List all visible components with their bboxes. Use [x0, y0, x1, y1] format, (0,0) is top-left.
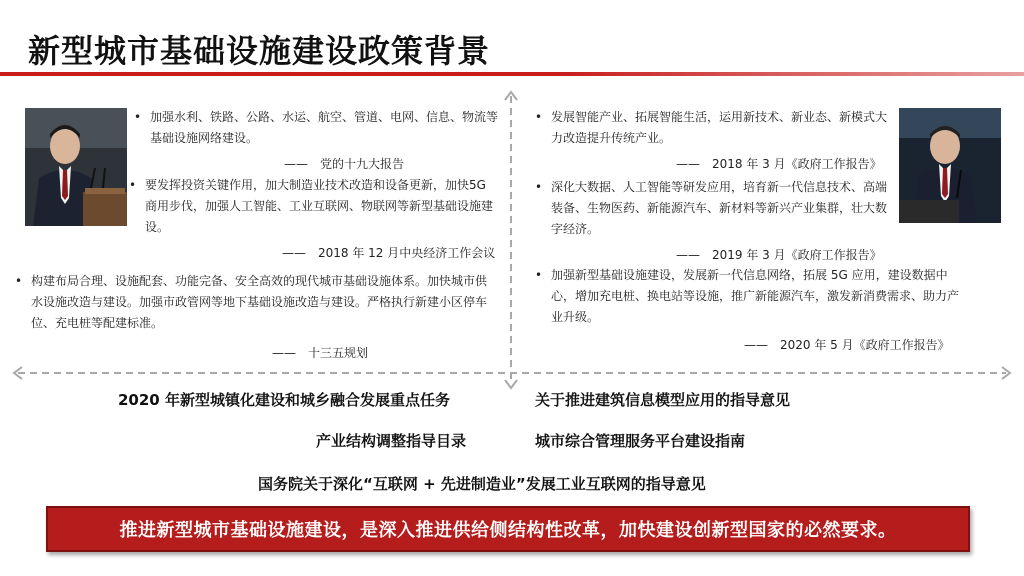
left-item-2-source: —— 2018 年 12 月中央经济工作会议 — [282, 246, 496, 260]
policy-title-2: 关于推进建筑信息模型应用的指导意见 — [535, 391, 791, 409]
left-item-2-text: 要发挥投资关键作用，加大制造业技术改造和设备更新，加快5G 商用步伐，加强人工智能、工业互联网、物联网等新型基础设施建设。 — [145, 178, 494, 234]
left-item-3 — [15, 271, 498, 334]
conclusion-text: 推进新型城市基础设施建设，是深入推进供给侧结构性改革，加快建设创新型国家的必然要求。 — [119, 520, 897, 541]
left-item-3-source: —— 十三五规划 — [272, 346, 369, 360]
speaker-photo-right — [899, 108, 1001, 223]
bullet-marker: • — [15, 274, 23, 288]
right-item-2-source: —— 2019 年 3 月《政府工作报告》 — [676, 248, 882, 262]
policy-title-3: 产业结构调整指导目录 — [316, 432, 467, 450]
vertical-dashed-divider — [504, 90, 518, 390]
bullet-marker: • — [129, 178, 137, 192]
bullet-marker: • — [535, 110, 543, 124]
policy-title-5: 国务院关于深化“互联网 + 先进制造业”发展工业互联网的指导意见 — [258, 475, 706, 493]
right-item-1-text: 发展智能产业、拓展智能生活，运用新技术、新业态、新模式大力改造提升传统产业。 — [551, 110, 888, 145]
bullet-marker: • — [535, 268, 543, 282]
left-item-1 — [134, 107, 499, 149]
policy-title-4: 城市综合管理服务平台建设指南 — [535, 432, 746, 450]
right-item-3-text: 加强新型基础设施建设，发展新一代信息网络，拓展 5G 应用，建设数据中心，增加充电桩、换电站等设施，推广新能源汽车，激发新消费需求、助力产业升级。 — [551, 268, 960, 324]
left-item-1-text: 加强水利、铁路、公路、水运、航空、管道、电网、信息、物流等基础设施网络建设。 — [150, 110, 499, 145]
right-item-2-text: 深化大数据、人工智能等研发应用，培育新一代信息技术、高端装备、生物医药、新能源汽车、新材料等新兴产业集群，壮大数字经济。 — [551, 180, 888, 236]
bullet-marker: • — [134, 110, 142, 124]
speaker-photo-left — [25, 108, 127, 226]
right-item-1 — [535, 107, 891, 149]
left-item-2 — [129, 175, 498, 238]
right-item-2 — [535, 177, 891, 240]
page-title: 新型城市基础设施建设政策背景 — [28, 32, 491, 70]
left-item-1-source: —— 党的十九大报告 — [284, 157, 405, 171]
conclusion-banner — [46, 506, 970, 552]
right-item-3-source: —— 2020 年 5 月《政府工作报告》 — [744, 338, 950, 352]
bullet-marker: • — [535, 180, 543, 194]
left-item-3-text: 构建布局合理、设施配套、功能完备、安全高效的现代城市基础设施体系。加快城市供水设施改造与建设。加强市政管网等地下基础设施改造与建设。严格执行新建小区停车位、充电桩等配建标准。 — [31, 274, 488, 330]
title-underline — [0, 72, 1024, 76]
right-item-3 — [535, 265, 961, 328]
policy-title-1: 2020 年新型城镇化建设和城乡融合发展重点任务 — [118, 391, 450, 409]
horizontal-dashed-divider — [12, 366, 1012, 380]
right-item-1-source: —— 2018 年 3 月《政府工作报告》 — [676, 157, 882, 171]
